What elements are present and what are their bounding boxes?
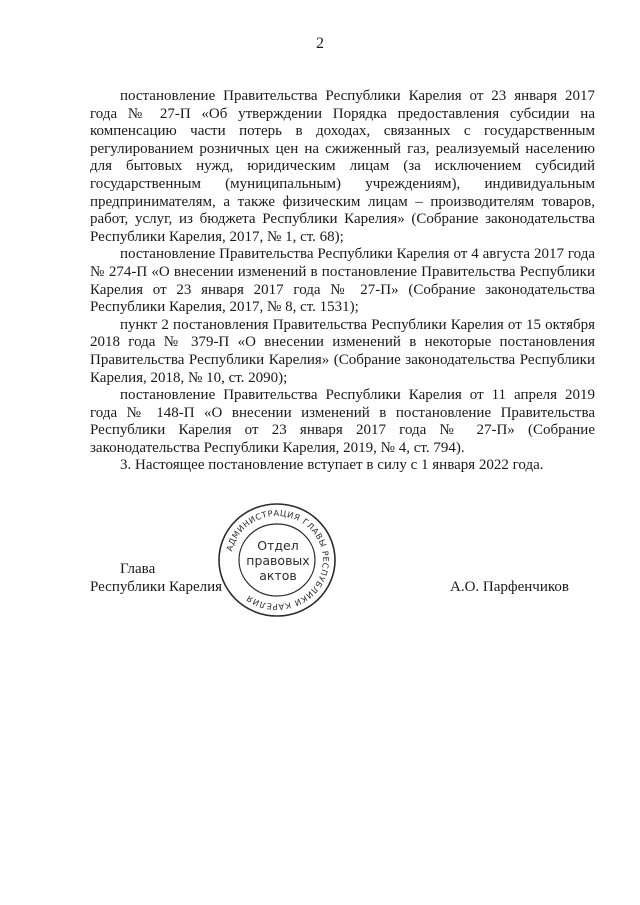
paragraph-decree-27p: постановление Правительства Республики Карелия от 23 января 2017 года № 27-П «Об утверждении Порядка предоставления субсидии на компенсацию части потерь в доходах, связанных с государственным регулированием розничных цен на сжиженный газ, реализуемый населению для бытовых нужд, юридическим лицам (за исключением субсидий государственным (муниципальным) учреждениям), индивидуальным предпринимателям, а также физическим лицам – производителям товаров, работ, услуг, из бюджета Республики Карелия» (Собрание законодательства Республики Карелия, 2017, № 1, ст. 68); (90, 88, 595, 245)
paragraph-effective-date: 3. Настоящее постановление вступает в силу с 1 января 2022 года. (120, 457, 544, 474)
stamp-ring-text: АДМИНИСТРАЦИЯ ГЛАВЫ РЕСПУБЛИКИ КАРЕЛИЯ (224, 507, 332, 613)
signatory-title-line1: Глава (120, 561, 156, 577)
signatory-name: А.О. Парфенчиков (450, 579, 569, 595)
document-body (90, 88, 595, 475)
paragraph-decree-148p: постановление Правительства Республики Карелия от 11 апреля 2019 года № 148-П «О внесении изменений в постановление Правительства Республики Карелия от 23 января 2017 года № 27-П» (Собрание законодательства Республики Карелия, 2019, № 4, ст. 794). (90, 387, 595, 456)
stamp-center-line3: актов (259, 568, 297, 583)
stamp-center-line1: Отдел (257, 538, 299, 553)
signature-block (90, 560, 595, 596)
signatory-title-line2: Республики Карелия (90, 579, 223, 595)
page-number: 2 (316, 35, 324, 52)
paragraph-decree-379p: пункт 2 постановления Правительства Республики Карелия от 15 октября 2018 года № 379-П «О внесении изменений в некоторые постановления Правительства Республики Карелия» (Собрание законодательства Республики Карелия, 2018, № 10, ст. 2090); (90, 316, 595, 386)
paragraph-decree-274p: постановление Правительства Республики Карелия от 4 августа 2017 года № 274-П «О внесении изменений в постановление Правительства Республики Карелия от 23 января 2017 года № 27-П» (Собрание законодательства Республики Карелия, 2017, № 8, ст. 1531); (90, 246, 595, 316)
stamp-center-line2: правовых (246, 553, 310, 568)
official-stamp (212, 500, 342, 620)
